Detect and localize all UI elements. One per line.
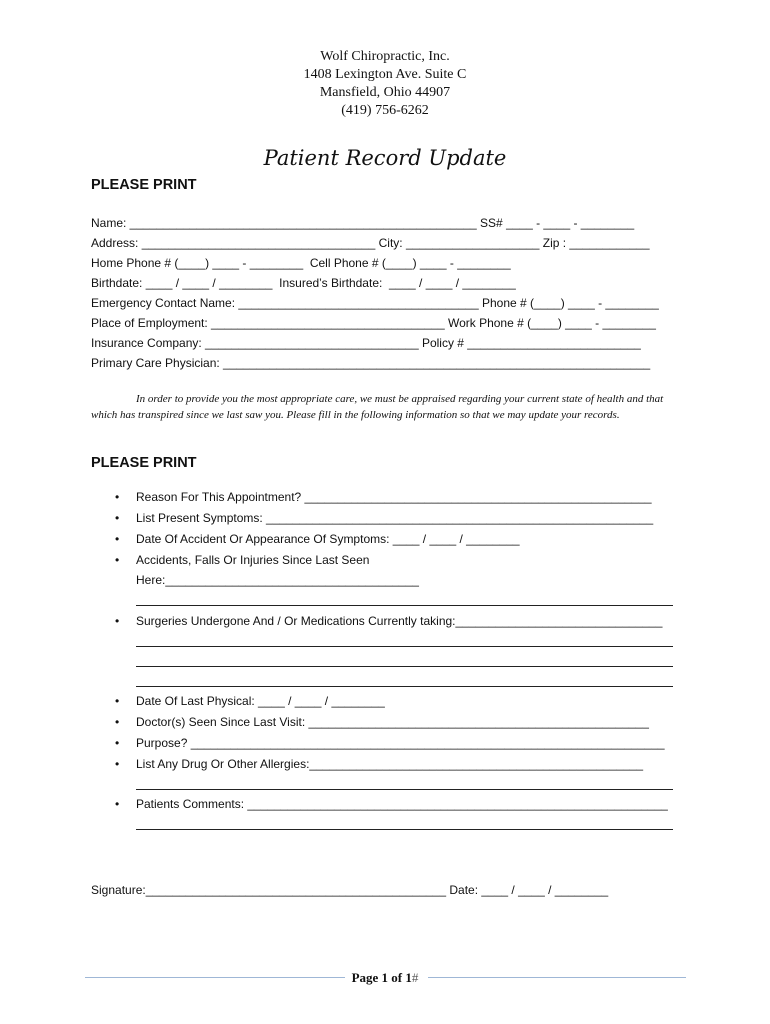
section-heading-please-print: PLEASE PRINT — [91, 177, 197, 193]
surgeries-extra-line[interactable] — [136, 646, 673, 647]
birthdate-field[interactable]: Birthdate: ____ / ____ / ________ Insured’s Birthdate: ____ / ____ / ________ — [91, 276, 516, 290]
footer-mark: # — [411, 970, 419, 985]
bullet-icon: • — [115, 736, 120, 750]
address-city-zip-field[interactable]: Address: ___________________________________ City: ____________________ Zip : ____________ — [91, 236, 650, 250]
accidents-label: Accidents, Falls Or Injuries Since Last Seen — [136, 553, 370, 567]
allergies-extra-line[interactable] — [136, 789, 673, 790]
surgeries-field[interactable]: Surgeries Undergone And / Or Medications Currently taking:_______________________________ — [136, 614, 663, 628]
purpose-field[interactable]: Purpose? _______________________________________________________________________ — [136, 736, 665, 750]
page-number-text: Page 1 of 1 — [351, 970, 412, 985]
bullet-icon: • — [115, 553, 120, 567]
name-ssn-field[interactable]: Name: ____________________________________________________ SS# ____ - ____ - ________ — [91, 216, 635, 230]
bullet-icon: • — [115, 757, 120, 771]
emergency-contact-field[interactable]: Emergency Contact Name: ____________________________________ Phone # (____) ____ - ________ — [91, 296, 659, 310]
bullet-icon: • — [115, 511, 120, 525]
company-phone: (419) 756-6262 — [341, 103, 429, 118]
company-address-line1: 1408 Lexington Ave. Suite C — [303, 67, 467, 82]
primary-physician-field[interactable]: Primary Care Physician: ________________________________________________________________ — [91, 356, 651, 370]
accidents-here-field[interactable]: Here:______________________________________ — [136, 573, 419, 587]
intro-paragraph: In order to provide you the most appropriate care, we must be appraised regarding your current state of health and that which has transpired since we last saw you. Please fill in the following information so that we may update your records. — [91, 393, 664, 421]
form-title: Patient Record Update — [263, 146, 507, 170]
doctors-seen-field[interactable]: Doctor(s) Seen Since Last Visit: ___________________________________________________ — [136, 715, 649, 729]
bullet-icon: • — [115, 797, 120, 811]
section-heading-please-print-2: PLEASE PRINT — [91, 455, 197, 471]
bullet-icon: • — [115, 490, 120, 504]
signature-date-field[interactable]: Signature:_____________________________________________ Date: ____ / ____ / ________ — [91, 883, 609, 897]
insurance-field[interactable]: Insurance Company: ________________________________ Policy # __________________________ — [91, 336, 641, 350]
bullet-icon: • — [115, 715, 120, 729]
company-address-line2: Mansfield, Ohio 44907 — [319, 85, 451, 100]
bullet-icon: • — [115, 614, 120, 628]
last-physical-field[interactable]: Date Of Last Physical: ____ / ____ / ________ — [136, 694, 385, 708]
employment-field[interactable]: Place of Employment: ___________________________________ Work Phone # (____) ____ - ________ — [91, 316, 656, 330]
reason-field[interactable]: Reason For This Appointment? ____________________________________________________ — [136, 490, 652, 504]
surgeries-extra-line[interactable] — [136, 666, 673, 667]
accident-date-field[interactable]: Date Of Accident Or Appearance Of Symptoms: ____ / ____ / ________ — [136, 532, 520, 546]
page-number — [0, 970, 770, 986]
home-cell-phone-field[interactable]: Home Phone # (____) ____ - ________ Cell Phone # (____) ____ - ________ — [91, 256, 511, 270]
symptoms-field[interactable]: List Present Symptoms: __________________________________________________________ — [136, 511, 654, 525]
surgeries-extra-line[interactable] — [136, 686, 673, 687]
comments-extra-line[interactable] — [136, 829, 673, 830]
bullet-icon: • — [115, 694, 120, 708]
comments-field[interactable]: Patients Comments: _______________________________________________________________ — [136, 797, 668, 811]
company-name: Wolf Chiropractic, Inc. — [320, 49, 450, 64]
allergies-field[interactable]: List Any Drug Or Other Allergies:__________________________________________________ — [136, 757, 644, 771]
accidents-extra-line[interactable] — [136, 605, 673, 606]
bullet-icon: • — [115, 532, 120, 546]
